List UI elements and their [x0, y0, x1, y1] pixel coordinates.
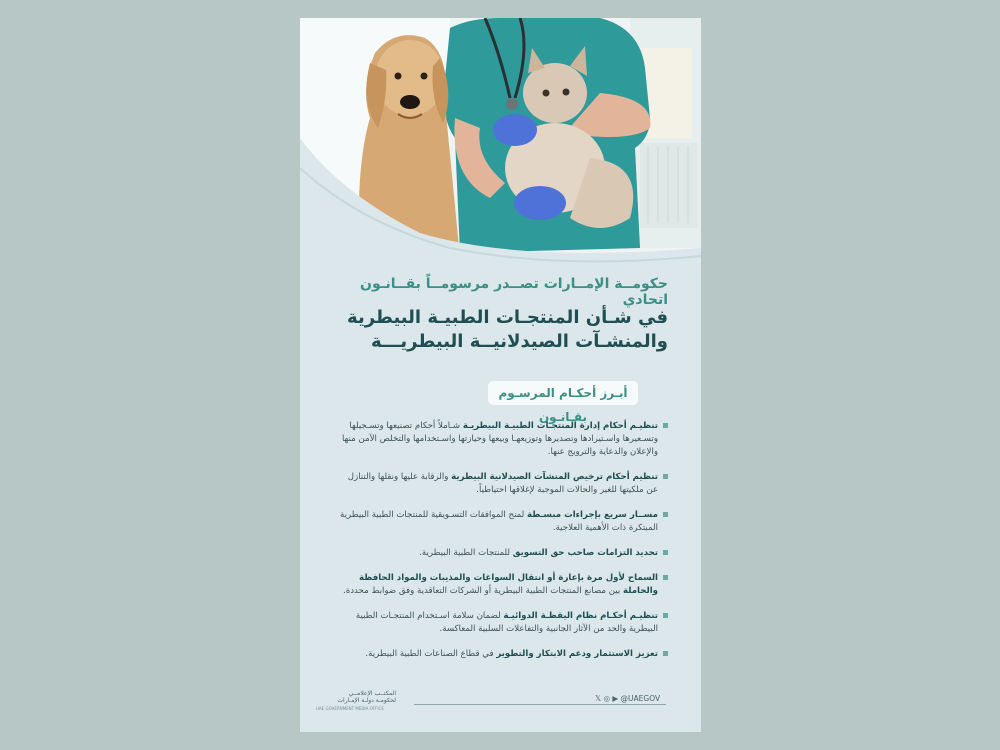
item-bold: السماح لأول مرة بإعارة أو انتقال السواغات والمذيبات والمواد الحافظة والحاملة — [358, 573, 658, 596]
bullet-icon — [663, 613, 668, 618]
list-item — [334, 648, 668, 661]
headline-line-2: والمنشـآت الصيدلانيــة البيطريـــة — [370, 331, 668, 352]
headline-line-1: في شـأن المنتجـات الطبيـة البيطرية — [347, 307, 668, 328]
item-text: للمنتجات الطبية البيطرية. — [419, 548, 513, 558]
item-text: شـاملاً أحكام تصنيعها وتسـجيلها وتسـعيرها واسـتيرادها وتصديرها وتوزيعهـا وبيعها وحيازتها واسـتخدامها والتخلص الآمن منها والإعلان والدعاية والترويج عنها. — [341, 421, 658, 457]
bullet-icon — [663, 512, 668, 517]
item-bold: تنظيـم أحكام إدارة المنتجـات الطبيـة البيطريـة — [462, 421, 658, 431]
poster-card — [300, 18, 701, 732]
item-text: بين مصانع المنتجات الطبية البيطرية أو الشركات التعاقدية وفق ضوابط محددة. — [342, 586, 624, 596]
item-bold: تنظيم أحكام ترخيص المنشآت الصيدلانية البيطرية — [451, 472, 658, 482]
item-bold: تنظيـم أحكـام نظام اليقظـة الدوائيـة — [503, 611, 658, 621]
list-item — [334, 509, 668, 535]
office-ar-line-1: المكتــب الإعلامــي — [348, 690, 396, 697]
list-item — [334, 471, 668, 497]
provisions-list — [334, 420, 668, 673]
social-handle-row — [595, 694, 675, 703]
item-text: في قطاع الصناعات الطبية البيطرية. — [365, 649, 497, 659]
bullet-icon — [663, 474, 668, 479]
item-bold: مســار سريع بإجراءات مبسـطة — [527, 510, 658, 520]
list-item — [334, 572, 668, 598]
list-item — [334, 420, 668, 459]
x-icon: 𝕏 — [595, 694, 602, 703]
item-bold: تحديد التزامات صاحب حق التسويق — [512, 548, 658, 558]
office-en: UAE GOVERNMENT MEDIA OFFICE — [316, 706, 384, 711]
list-item — [334, 610, 668, 636]
item-bold: تعزيز الاستثمار ودعم الابتكار والتطوير — [496, 649, 658, 659]
media-office-logo — [316, 690, 396, 712]
youtube-icon: ▶ — [612, 694, 619, 703]
instagram-icon: ◎ — [603, 694, 610, 703]
section-label: أبـرز أحكـام المرسـوم بقـانـون — [488, 381, 638, 405]
footer-divider — [414, 704, 666, 705]
item-text: لمنح الموافقات التسـويقية للمنتجات الطبية البيطرية المبتكرة ذات الأهمية العلاجية. — [340, 510, 658, 533]
headline-subtitle: حكومــة الإمــارات تصــدر مرسومــاً بقــانـون اتحادي — [360, 276, 668, 308]
bullet-icon — [663, 575, 668, 580]
bullet-icon — [663, 550, 668, 555]
item-text: لضمان سلامة اسـتخدام المنتجـات الطبية البيطرية والحد من الآثار الجانبية والتفاعلات السلبية المعاكسة. — [355, 611, 658, 634]
item-text: والرقابة عليها ونقلها والتنازل عن ملكيتها للغير والحالات الموجبة لإغلاقها احتياطياً. — [347, 472, 658, 495]
bullet-icon — [663, 423, 668, 428]
bullet-icon — [663, 651, 668, 656]
headline-title — [318, 306, 668, 354]
social-handle: @UAEGOV — [620, 694, 661, 703]
office-ar-line-2: لحكومـة دولـة الإمـارات — [337, 697, 396, 704]
list-item — [334, 547, 668, 560]
poster-content — [300, 18, 701, 732]
